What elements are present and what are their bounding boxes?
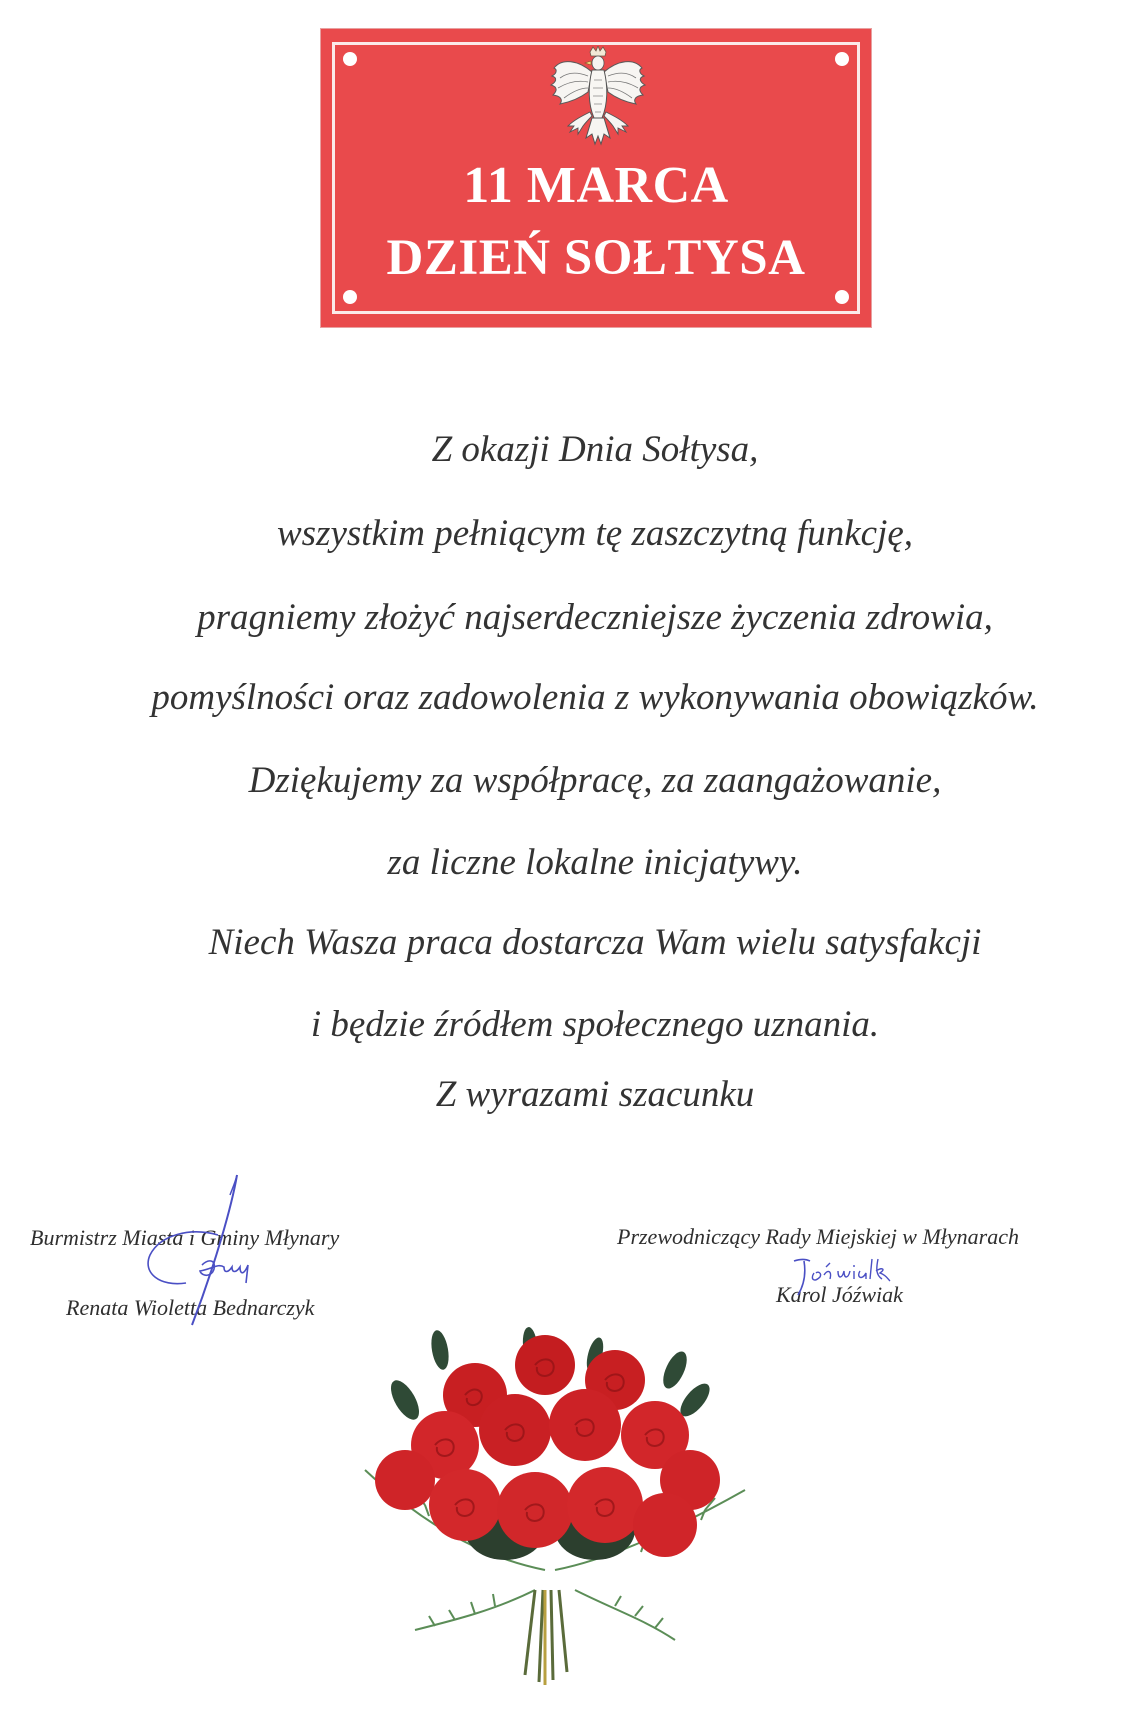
greeting-line: Niech Wasza praca dostarcza Wam wielu satysfakcji: [208, 922, 982, 963]
greeting-line: Dziękujemy za współpracę, za zaangażowanie,: [248, 760, 942, 801]
plate-screw-dot-icon: [343, 52, 357, 66]
left-signatory-title: Burmistrz Miasta i Gminy Młynary: [30, 1225, 340, 1250]
greeting-line: wszystkim pełniącym tę zaszczytną funkcję,: [276, 513, 914, 554]
right-signatory-title: Przewodniczący Rady Miejskiej w Młynarach: [617, 1224, 1020, 1249]
greeting-line: i będzie źródłem społecznego uznania.: [310, 1004, 880, 1045]
plate-screw-dot-icon: [835, 290, 849, 304]
greeting-line: Z okazji Dnia Sołtysa,: [431, 429, 759, 470]
plate-screw-dot-icon: [835, 52, 849, 66]
left-signatory-name: Renata Wioletta Bednarczyk: [66, 1295, 315, 1320]
closing-line: Z wyrazami szacunku: [435, 1074, 755, 1115]
red-roses-bouquet-image: [345, 1320, 765, 1700]
greeting-line: pomyślności oraz zadowolenia z wykonywania obowiązków.: [151, 677, 1039, 718]
right-handwritten-signature-icon: [790, 1255, 900, 1305]
plate-title-occasion: DZIEŃ SOŁTYSA: [386, 230, 806, 286]
plate-title-date: 11 MARCA: [463, 157, 729, 214]
right-signatory-name: Karol Jóźwiak: [776, 1282, 903, 1307]
polish-eagle-emblem-icon: [548, 46, 648, 152]
plate-screw-dot-icon: [343, 290, 357, 304]
greeting-line: za liczne lokalne inicjatywy.: [387, 842, 803, 883]
header-plate: [320, 28, 872, 328]
greeting-line: pragniemy złożyć najserdeczniejsze życzenia zdrowia,: [197, 597, 993, 638]
left-handwritten-signature-icon: [120, 1165, 300, 1335]
